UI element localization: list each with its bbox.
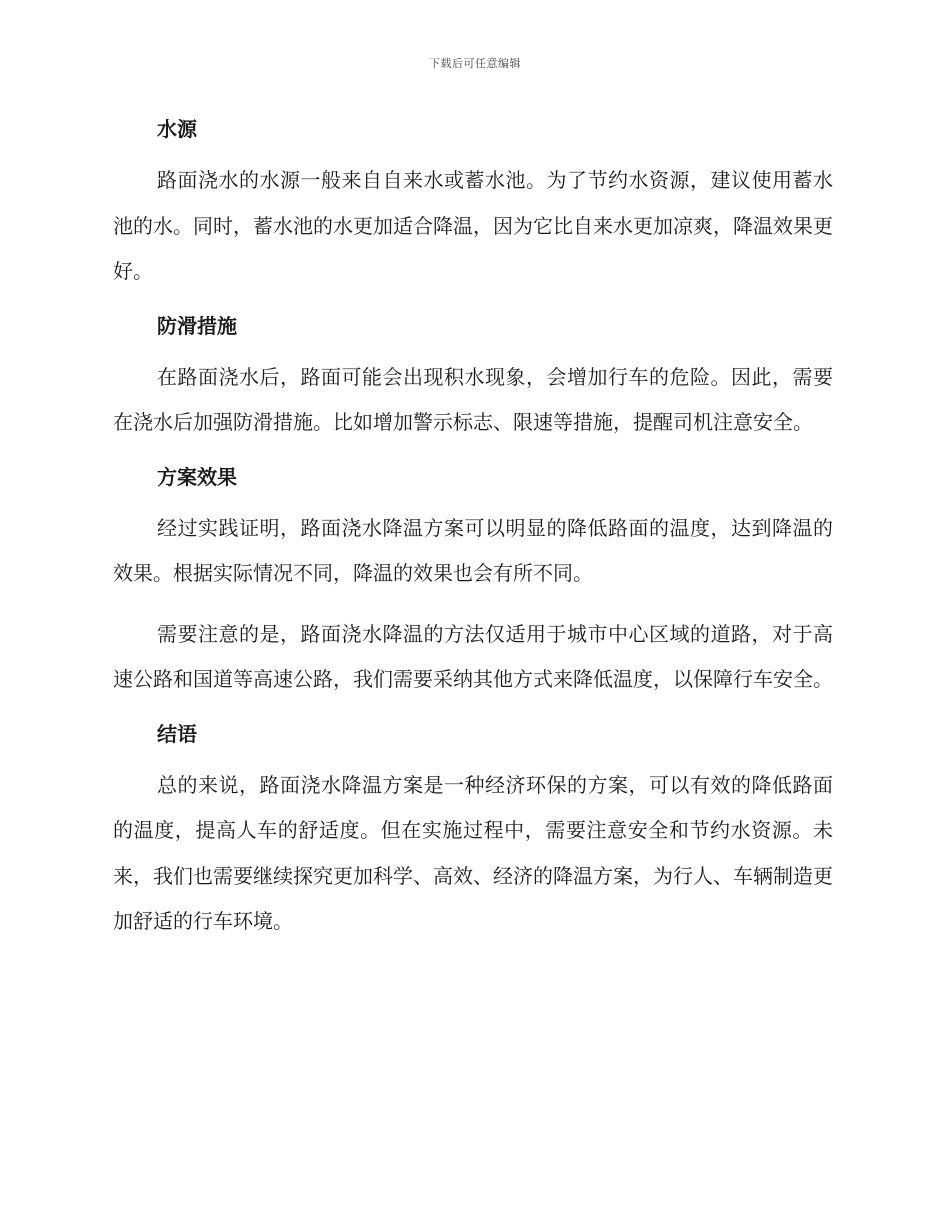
section-heading-effect: 方案效果: [157, 464, 237, 489]
paragraph-anti-slip: 在路面浇水后，路面可能会出现积水现象，会增加行车的危险。因此，需要在浇水后加强防滑措施。比如增加警示标志、限速等措施，提醒司机注意安全。: [113, 364, 833, 434]
section-heading-anti-slip: 防滑措施: [157, 313, 237, 338]
paragraph-effect-2: 需要注意的是，路面浇水降温的方法仅适用于城市中心区域的道路，对于高速公路和国道等高速公路，我们需要采纳其他方式来降低温度，以保障行车安全。: [113, 621, 833, 691]
page-header: 下载后可任意编辑: [429, 57, 521, 70]
section-heading-conclusion: 结语: [157, 721, 197, 746]
paragraph-water-source: 路面浇水的水源一般来自自来水或蓄水池。为了节约水资源，建议使用蓄水池的水。同时，蓄水池的水更加适合降温，因为它比自来水更加凉爽，降温效果更好。: [113, 168, 833, 283]
section-heading-water-source: 水源: [157, 117, 197, 141]
document-body: [113, 113, 833, 960]
paragraph-conclusion: 总的来说，路面浇水降温方案是一种经济环保的方案，可以有效的降低路面的温度，提高人车的舒适度。但在实施过程中，需要注意安全和节约水资源。未来，我们也需要继续探究更加科学、高效、经济的降温方案，为行人、车辆制造更加舒适的行车环境。: [113, 772, 833, 933]
paragraph-effect-1: 经过实践证明，路面浇水降温方案可以明显的降低路面的温度，达到降温的效果。根据实际情况不同，降温的效果也会有所不同。: [113, 515, 833, 585]
